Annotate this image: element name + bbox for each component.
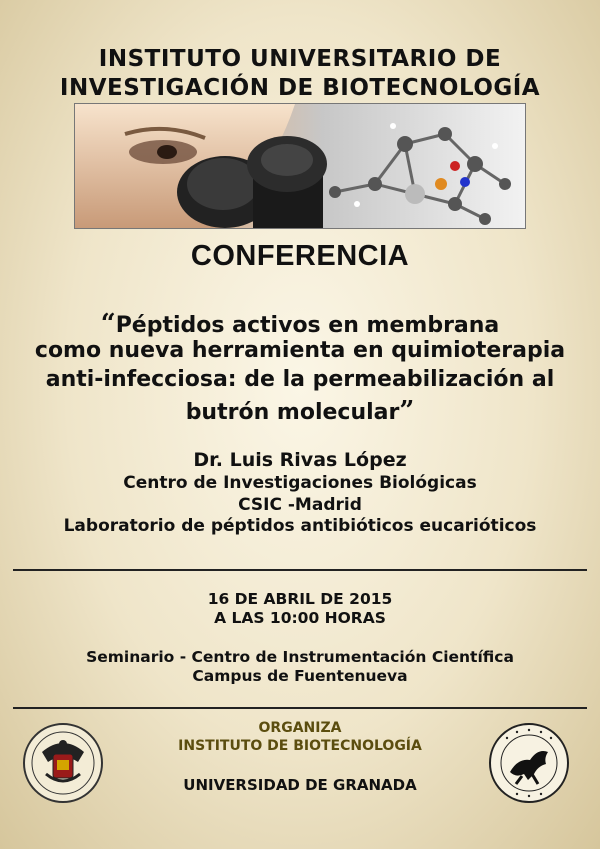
speaker-affiliation2: CSIC -Madrid <box>238 495 362 515</box>
talk-title-text4: butrón molecular <box>185 400 400 425</box>
divider-top <box>13 569 587 571</box>
talk-title-line2: como nueva herramienta en quimioterapia <box>34 338 566 363</box>
divider-bottom <box>13 707 587 709</box>
event-time: A LAS 10:00 HORAS <box>214 609 386 627</box>
institute-title-line2: INVESTIGACIÓN DE BIOTECNOLOGÍA <box>59 75 541 101</box>
organiza-label: ORGANIZA <box>258 720 342 736</box>
event-venue2: Campus de Fuentenueva <box>192 667 408 685</box>
university-name: UNIVERSIDAD DE GRANADA <box>183 776 417 794</box>
microscope-molecule-photo-icon <box>74 103 526 229</box>
talk-title-line4 <box>0 396 600 426</box>
institute-title-line1: INSTITUTO UNIVERSITARIO DE <box>98 46 502 72</box>
open-quote: “ <box>100 309 116 339</box>
speaker-affiliation1: Centro de Investigaciones Biológicas <box>123 473 477 493</box>
event-date: 16 DE ABRIL DE 2015 <box>207 590 393 608</box>
biotechnology-institute-horse-seal-icon <box>488 722 570 804</box>
event-type-heading: CONFERENCIA <box>190 240 410 272</box>
organizer-name: INSTITUTO DE BIOTECNOLOGÍA <box>178 738 422 754</box>
talk-title-text1: Péptidos activos en membrana <box>115 313 500 338</box>
talk-title-line1 <box>0 309 600 339</box>
event-venue1: Seminario - Centro de Instrumentación Científica <box>86 648 514 666</box>
close-quote: ” <box>399 396 415 426</box>
speaker-affiliation3: Laboratorio de péptidos antibióticos eucarióticos <box>63 516 537 536</box>
speaker-name: Dr. Luis Rivas López <box>193 449 407 471</box>
talk-title-line3: anti-infecciosa: de la permeabilización al <box>45 367 555 392</box>
